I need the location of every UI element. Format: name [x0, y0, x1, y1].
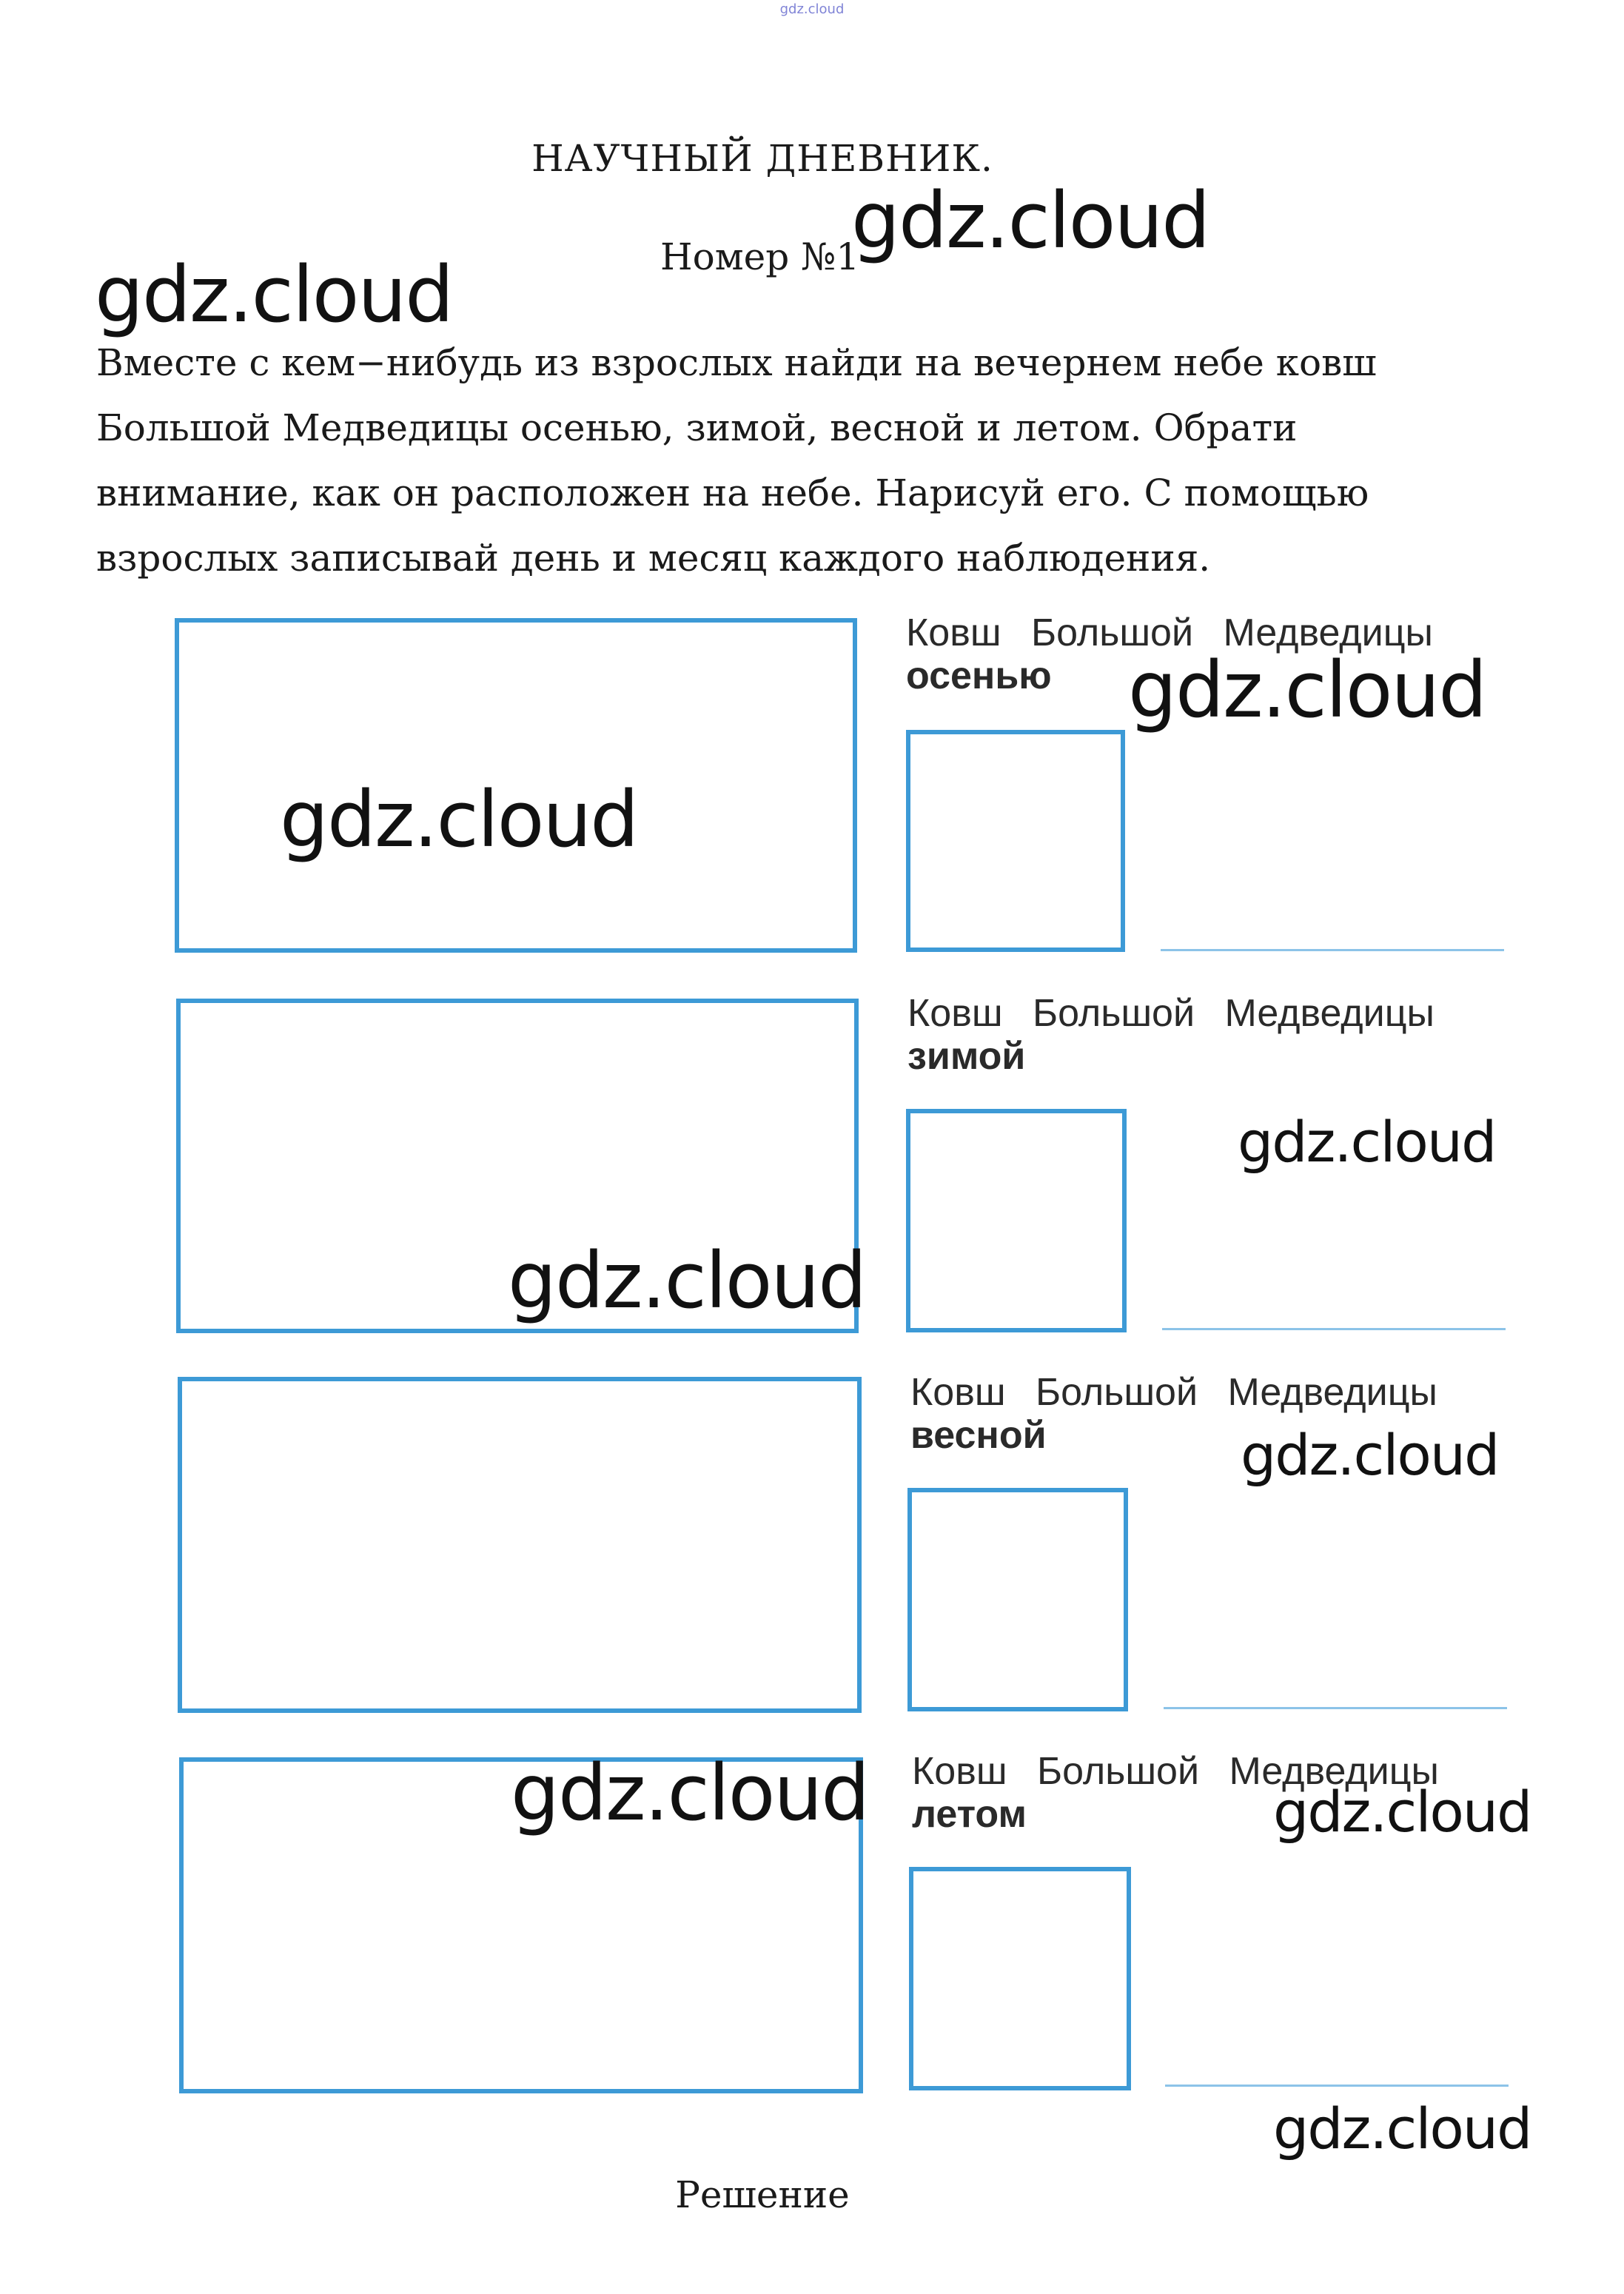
watermark: gdz.cloud	[851, 175, 1209, 266]
watermark: gdz.cloud	[95, 249, 453, 340]
caption-text: Ковш Большой Медведицы	[907, 992, 1435, 1035]
caption-text: Ковш Большой Медведицы	[906, 611, 1433, 654]
caption-winter	[907, 992, 1435, 1078]
watermark: gdz.cloud	[511, 1748, 869, 1838]
season-label-summer: летом	[912, 1793, 1027, 1836]
watermark: gdz.cloud	[1273, 1779, 1531, 1845]
watermark: gdz.cloud	[1273, 2096, 1531, 2161]
drawing-box-spring[interactable]	[178, 1377, 862, 1713]
watermark: gdz.cloud	[508, 1235, 866, 1326]
date-box-spring[interactable]	[907, 1488, 1128, 1711]
date-line-summer[interactable]	[1165, 2085, 1509, 2087]
date-line-autumn[interactable]	[1161, 949, 1504, 951]
top-watermark: gdz.cloud	[779, 1, 845, 17]
date-line-winter[interactable]	[1162, 1328, 1506, 1330]
watermark: gdz.cloud	[1238, 1109, 1496, 1175]
season-label-winter: зимой	[907, 1035, 1026, 1078]
date-box-autumn[interactable]	[906, 730, 1125, 952]
season-label-spring: весной	[910, 1414, 1047, 1457]
date-line-spring[interactable]	[1164, 1707, 1507, 1709]
date-box-summer[interactable]	[909, 1867, 1131, 2090]
instruction-text: Вместе с кем−нибудь из взрослых найди на вечернем небе ковш Большой Медведицы осенью, зимой, весной и летом. Обрати внимание, как он расположен на небе. Нарисуй его. С помощью взрослых записывай день и месяц каждого наблюдения.	[96, 341, 1377, 580]
watermark: gdz.cloud	[1241, 1422, 1499, 1488]
solution-label: Решение	[675, 2173, 850, 2216]
caption-text: Ковш Большой Медведицы	[910, 1371, 1437, 1414]
page-title: НАУЧНЫЙ ДНЕВНИК.	[531, 137, 993, 180]
watermark: gdz.cloud	[1128, 645, 1486, 735]
watermark: gdz.cloud	[280, 774, 638, 865]
caption-text: Ковш Большой Медведицы	[912, 1750, 1439, 1793]
season-label-autumn: осенью	[906, 654, 1052, 697]
exercise-number: Номер №1	[660, 235, 860, 278]
date-box-winter[interactable]	[906, 1109, 1127, 1332]
